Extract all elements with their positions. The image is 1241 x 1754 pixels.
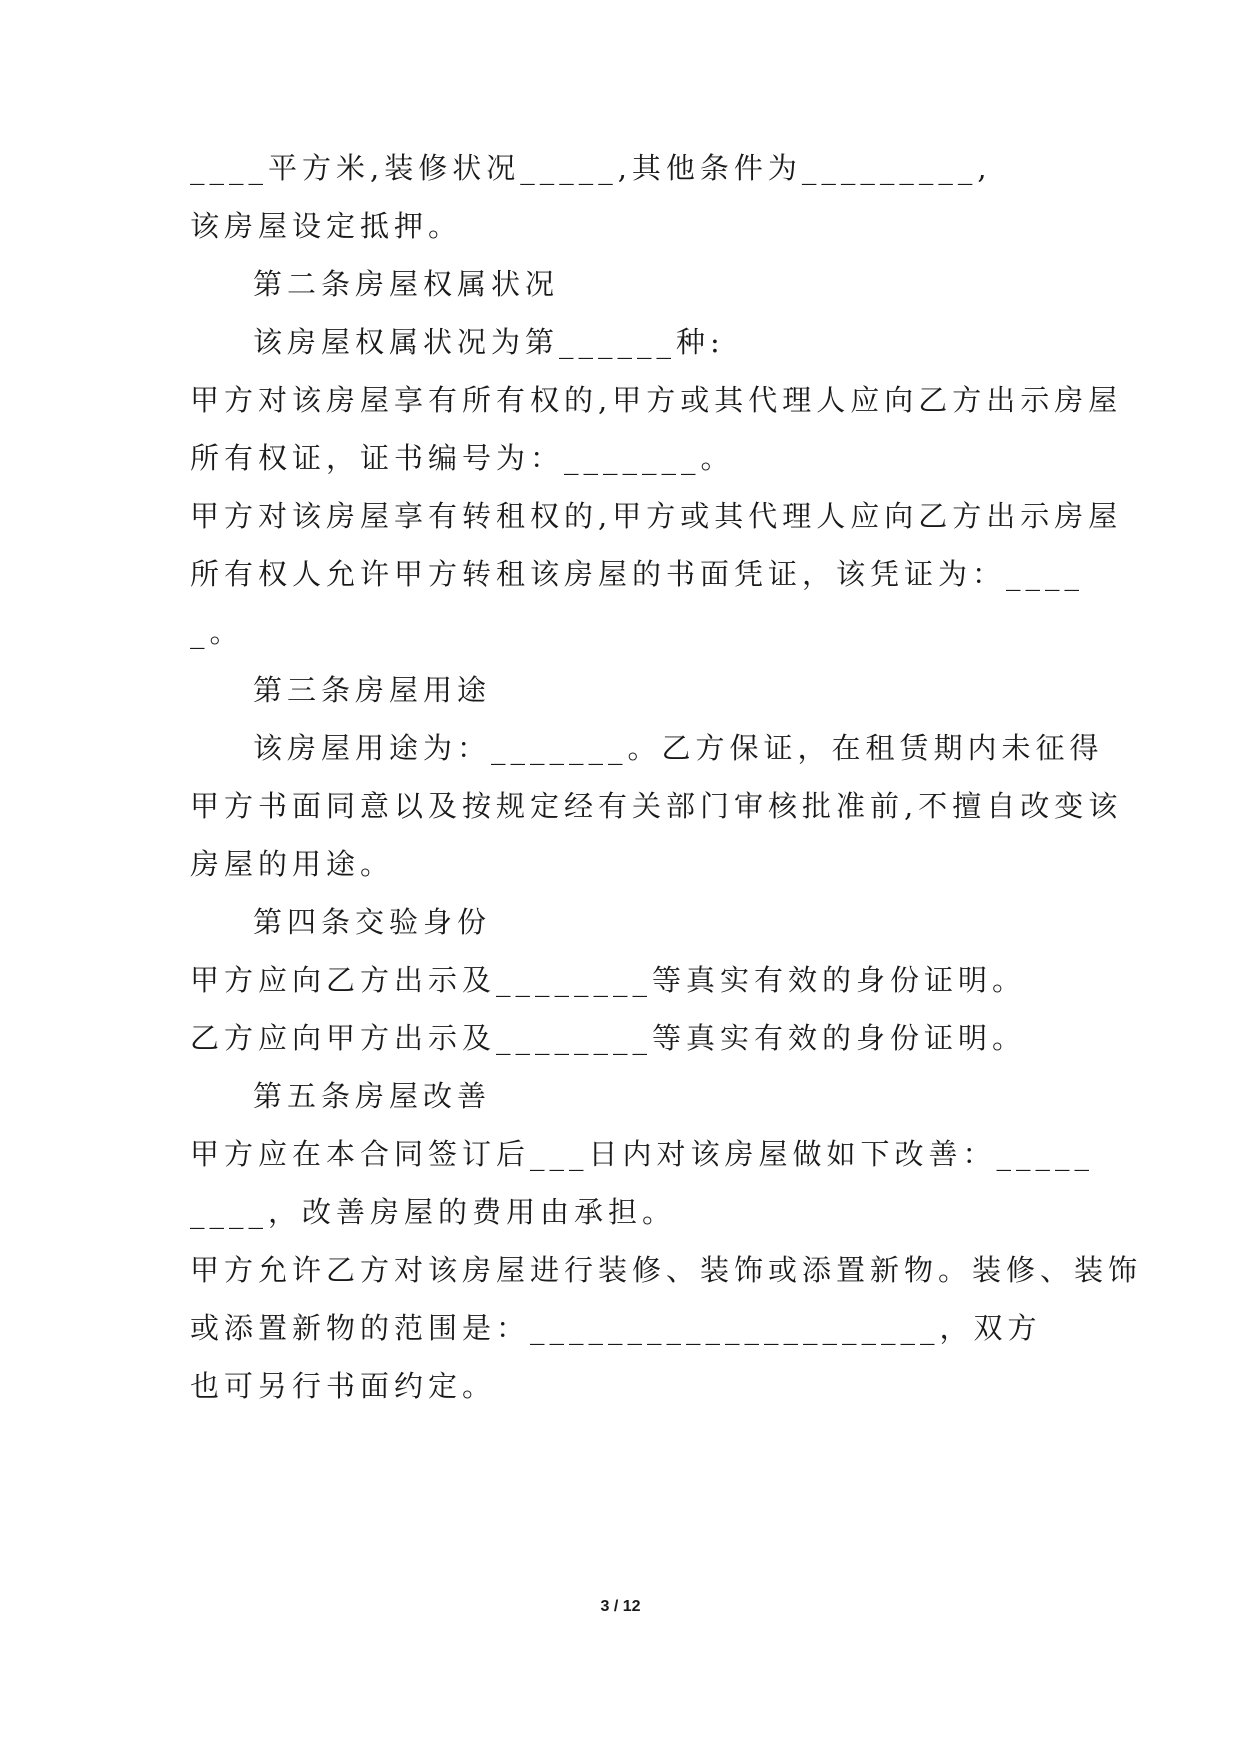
text-line: 所有权人允许甲方转租该房屋的书面凭证，该凭证为：____: [190, 557, 1085, 591]
text-line: 甲方应在本合同签订后___日内对该房屋做如下改善：_____: [190, 1137, 1095, 1171]
section-heading: 第三条房屋用途: [253, 673, 492, 707]
text-line: 房屋的用途。: [190, 847, 395, 881]
text-line: ____平方米,装修状况_____,其他条件为_________,: [190, 151, 992, 185]
page-number: 3 / 12: [600, 1598, 641, 1615]
text-line: 该房屋权属状况为第______种:: [253, 325, 725, 359]
section-heading: 第二条房屋权属状况: [253, 267, 560, 301]
text-line: 该房屋设定抵押。: [190, 209, 463, 243]
section-heading: 第四条交验身份: [253, 905, 492, 939]
text-line: 甲方对该房屋享有所有权的,甲方或其代理人应向乙方出示房屋: [190, 383, 1123, 417]
text-line: 或添置新物的范围是：_____________________，双方: [190, 1311, 1042, 1345]
text-line: 甲方书面同意以及按规定经有关部门审核批准前,不擅自改变该: [190, 789, 1123, 823]
text-line: 该房屋用途为：_______。乙方保证，在租赁期内未征得: [253, 731, 1104, 765]
section-heading: 第五条房屋改善: [253, 1079, 492, 1113]
text-line: _。: [190, 615, 244, 649]
text-line: 乙方应向甲方出示及________等真实有效的身份证明。: [190, 1021, 1027, 1055]
text-line: 甲方允许乙方对该房屋进行装修、装饰或添置新物。装修、装饰: [190, 1253, 1143, 1287]
text-line: ____，改善房屋的费用由承担。: [190, 1195, 677, 1229]
text-line: 也可另行书面约定。: [190, 1369, 497, 1403]
text-line: 所有权证，证书编号为：_______。: [190, 441, 735, 475]
text-line: 甲方对该房屋享有转租权的,甲方或其代理人应向乙方出示房屋: [190, 499, 1123, 533]
text-line: 甲方应向乙方出示及________等真实有效的身份证明。: [190, 963, 1027, 997]
